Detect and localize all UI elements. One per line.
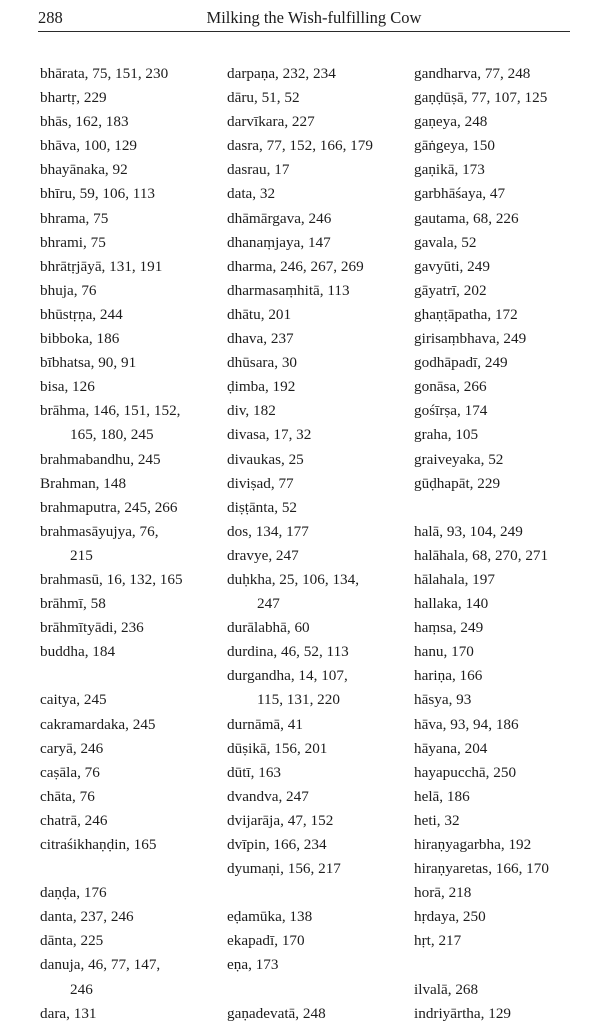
index-entry: dyumaṇi, 156, 217 (227, 860, 341, 878)
index-entry: diṣṭānta, 52 (227, 498, 298, 516)
index-entry: buddha, 184 (40, 643, 116, 661)
index-entry: brāhmī, 58 (40, 595, 106, 613)
index-column-3 (414, 62, 594, 1026)
index-entry: caryā, 246 (40, 739, 104, 757)
index-entry: gaṇadevatā, 248 (227, 1004, 326, 1022)
index-entry: dhava, 237 (227, 330, 294, 348)
index-entry: bisa, 126 (40, 378, 95, 396)
index-entry: gonāsa, 266 (414, 378, 487, 396)
index-entry: citraśikhaṇḍin, 165 (40, 836, 157, 853)
index-entry: gośīrṣa, 174 (414, 402, 488, 420)
index-entry: dhanaṃjaya, 147 (227, 233, 331, 251)
index-entry: brahmasāyujya, 76, (40, 522, 159, 540)
index-entry: brahmabandhu, 245 (40, 450, 161, 468)
index-entry: dūtī, 163 (227, 763, 282, 781)
index-entry: diviṣad, 77 (227, 474, 294, 492)
index-entry: dharmasaṃhitā, 113 (227, 281, 350, 299)
index-entry: dhāmārgava, 246 (227, 209, 332, 227)
index-entry: duḥkha, 25, 106, 134, (227, 570, 360, 588)
index-entry: chatrā, 246 (40, 811, 108, 829)
index-entry: bhrami, 75 (40, 233, 106, 251)
index-entry: dharma, 246, 267, 269 (227, 257, 364, 275)
index-entry: gāyatrī, 202 (414, 281, 487, 299)
index-entry: darvīkara, 227 (227, 113, 315, 131)
index-entry: helā, 186 (414, 787, 470, 805)
index-entry: bhīru, 59, 106, 113 (40, 185, 156, 203)
index-entry: durdina, 46, 52, 113 (227, 643, 349, 661)
index-entry: divaukas, 25 (227, 450, 304, 468)
index-entry: hiraṇyagarbha, 192 (414, 836, 532, 853)
index-entry: bībhatsa, 90, 91 (40, 354, 137, 372)
index-entry: haṃsa, 249 (414, 619, 484, 637)
index-entry: Brahman, 148 (40, 474, 127, 492)
index-entry-continuation: 115, 131, 220 (257, 691, 340, 709)
index-entry: durgandha, 14, 107, (227, 667, 348, 685)
index-entry: ekapadī, 170 (227, 932, 305, 950)
index-entry: ilvalā, 268 (414, 980, 479, 998)
index-entry: bhārata, 75, 151, 230 (40, 65, 169, 82)
index-entry: halā, 93, 104, 249 (414, 522, 523, 540)
index-entry: hiraṇyaretas, 166, 170 (414, 860, 549, 878)
index-entry: caṣāla, 76 (40, 763, 100, 781)
page-number: 288 (38, 8, 63, 27)
index-entry: hāyana, 204 (414, 739, 488, 757)
index-entry: hāva, 93, 94, 186 (414, 715, 519, 733)
index-entry: gaṇikā, 173 (414, 161, 485, 179)
index-entry: halāhala, 68, 270, 271 (414, 546, 549, 564)
index-entry: bhayānaka, 92 (40, 161, 128, 179)
index-entry: dvandva, 247 (227, 787, 309, 805)
index-entry: darpaṇa, 232, 234 (227, 65, 336, 82)
index-entry: hanu, 170 (414, 643, 474, 661)
index-entry: ḍimba, 192 (227, 378, 296, 396)
index-entry: dūṣikā, 156, 201 (227, 739, 328, 757)
section-gap (40, 857, 225, 881)
index-entry: hṛdaya, 250 (414, 908, 486, 926)
index-entry: bibboka, 186 (40, 330, 120, 348)
index-entry: bhuja, 76 (40, 281, 97, 299)
index-entry: bhrātṛjāyā, 131, 191 (40, 257, 163, 275)
index-column-1 (40, 62, 225, 1026)
index-entry: gaṇeya, 248 (414, 113, 488, 131)
index-entry: caitya, 245 (40, 691, 107, 709)
index-entry: danuja, 46, 77, 147, (40, 956, 161, 974)
index-entry: durālabhā, 60 (227, 619, 310, 637)
index-entry: brāhmītyādi, 236 (40, 619, 144, 637)
section-gap (227, 978, 412, 1002)
index-entry: gāṅgeya, 150 (414, 137, 495, 155)
index-entry: hāsya, 93 (414, 691, 472, 709)
index-entry: heti, 32 (414, 811, 460, 829)
index-entry: bhāva, 100, 129 (40, 137, 138, 155)
index-entry: dhātu, 201 (227, 305, 292, 323)
index-entry: gandharva, 77, 248 (414, 65, 531, 82)
index-entry: gavala, 52 (414, 233, 477, 251)
index-entry: bhartṛ, 229 (40, 89, 107, 107)
section-gap (414, 496, 594, 520)
index-entry: brāhma, 146, 151, 152, (40, 402, 181, 420)
index-entry: cakramardaka, 245 (40, 715, 156, 733)
index-entry: gaṇḍūṣā, 77, 107, 125 (414, 89, 548, 107)
index-entry: dvijarāja, 47, 152 (227, 811, 334, 829)
index-entry: bhrama, 75 (40, 209, 109, 227)
index-entry: eḍamūka, 138 (227, 908, 313, 926)
index-entry: bhās, 162, 183 (40, 113, 129, 131)
index-entry: brahmasū, 16, 132, 165 (40, 570, 183, 588)
index-entry: hallaka, 140 (414, 595, 489, 613)
index-entry: hariṇa, 166 (414, 667, 483, 685)
index-entry: dara, 131 (40, 1004, 97, 1022)
index-entry: eṇa, 173 (227, 956, 279, 974)
index-entry: divasa, 17, 32 (227, 426, 312, 444)
index-entry: garbhāśaya, 47 (414, 185, 506, 203)
index-entry: dāru, 51, 52 (227, 89, 300, 107)
index-entry: dasra, 77, 152, 166, 179 (227, 137, 373, 155)
index-entry: ghaṇṭāpatha, 172 (414, 305, 518, 323)
index-entry: godhāpadī, 249 (414, 354, 508, 372)
index-entry: graiveyaka, 52 (414, 450, 504, 468)
index-entry: brahmaputra, 245, 266 (40, 498, 178, 516)
index-entry-continuation: 246 (70, 980, 93, 998)
index-entry: dravye, 247 (227, 546, 299, 564)
section-gap (40, 664, 225, 688)
index-entry: hālahala, 197 (414, 570, 495, 588)
index-entry: indriyārtha, 129 (414, 1004, 512, 1022)
index-entry: daṇḍa, 176 (40, 884, 107, 902)
index-entry: hṛt, 217 (414, 932, 462, 950)
running-title: Milking the Wish-fulfilling Cow (206, 8, 422, 27)
index-entry: graha, 105 (414, 426, 479, 444)
index-entry: chāta, 76 (40, 787, 95, 805)
index-column-2 (227, 62, 412, 1026)
index-entry: dos, 134, 177 (227, 522, 309, 540)
index-entry-continuation: 165, 180, 245 (70, 426, 154, 444)
index-entry: durnāmā, 41 (227, 715, 303, 733)
index-entry: hayapucchā, 250 (414, 763, 517, 781)
index-entry: horā, 218 (414, 884, 472, 902)
index-entry: bhūstṛṇa, 244 (40, 305, 123, 323)
section-gap (414, 953, 594, 977)
index-entry: dasrau, 17 (227, 161, 290, 179)
index-entry: dānta, 225 (40, 932, 104, 950)
section-gap (227, 881, 412, 905)
index-entry-continuation: 215 (70, 546, 93, 564)
index-entry: dhūsara, 30 (227, 354, 298, 372)
index-entry: gūḍhapāt, 229 (414, 474, 501, 492)
index-entry: data, 32 (227, 185, 276, 203)
index-entry: gavyūti, 249 (414, 257, 490, 275)
index-entry: dvīpin, 166, 234 (227, 836, 327, 853)
index-entry: girisaṃbhava, 249 (414, 330, 527, 348)
index-entry: div, 182 (227, 402, 276, 420)
index-entry: danta, 237, 246 (40, 908, 134, 926)
index-entry-continuation: 247 (257, 595, 280, 613)
index-entry: gautama, 68, 226 (414, 209, 519, 227)
